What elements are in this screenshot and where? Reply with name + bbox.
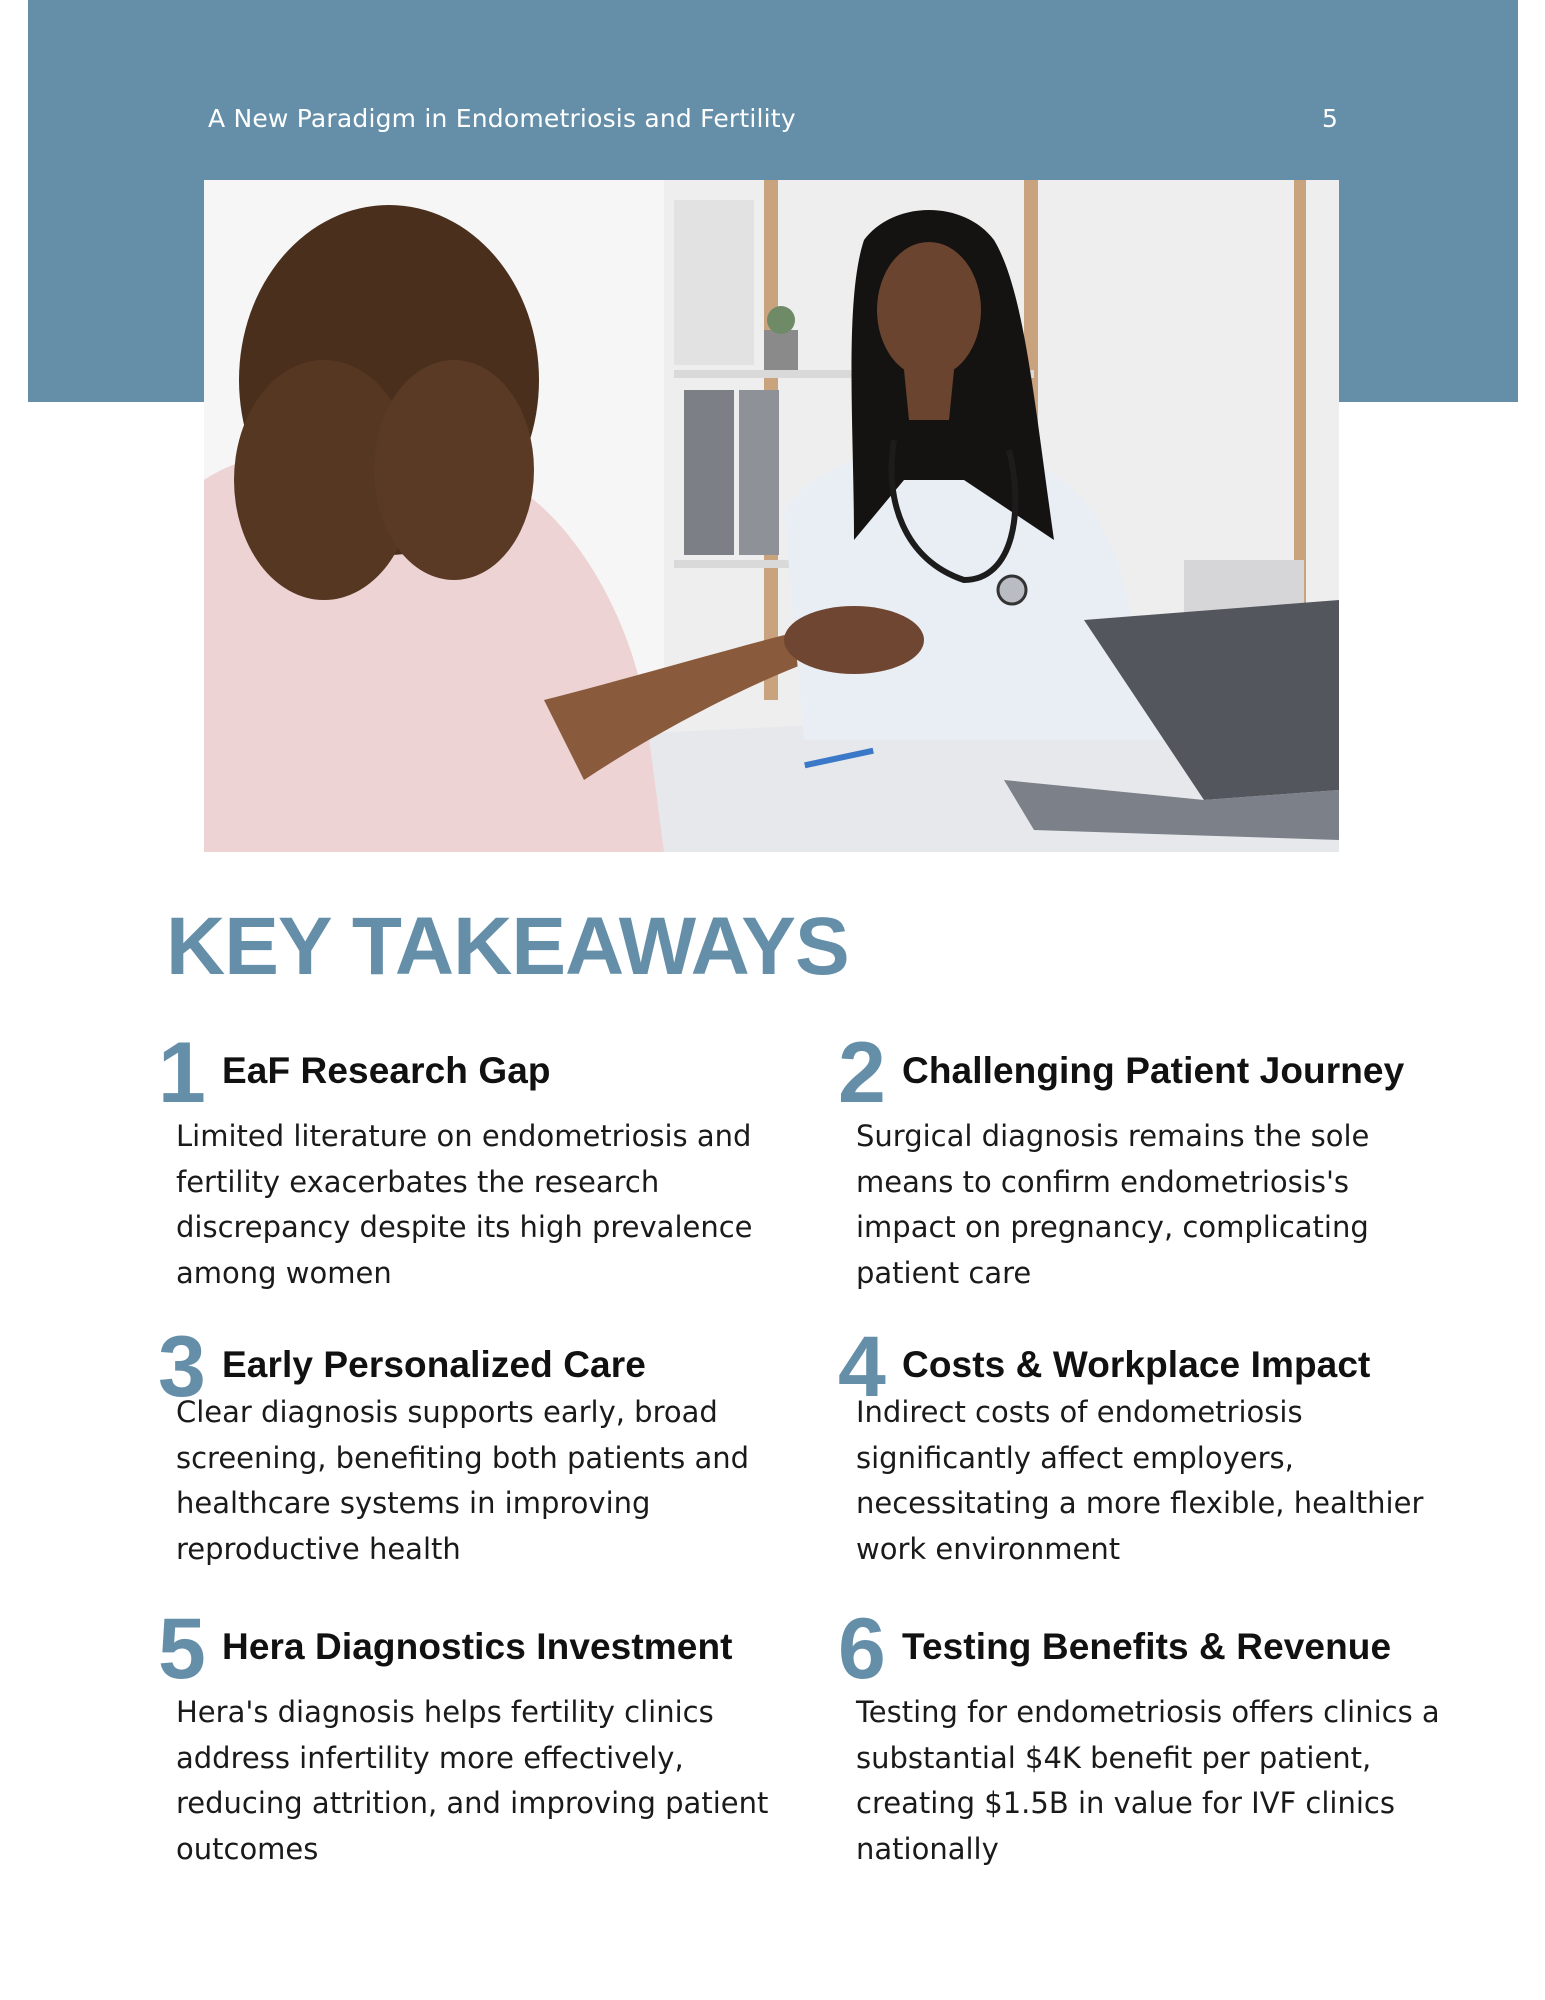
takeaway-number: 5 [158, 1601, 206, 1697]
takeaway-number: 6 [838, 1601, 886, 1697]
section-title: KEY TAKEAWAYS [166, 901, 849, 992]
takeaway-number: 4 [838, 1319, 886, 1415]
takeaway-number: 3 [158, 1319, 206, 1415]
doctor-patient-consultation-photo [204, 180, 1339, 852]
page-number: 5 [1322, 104, 1338, 133]
takeaway-body: Testing for endometriosis offers clinics a substantial $4K benefit per patient, creating $1.5B in value for IVF clinics nationally [856, 1695, 1440, 1866]
takeaway-heading: EaF Research Gap [222, 1050, 551, 1091]
takeaway-body: Hera's diagnosis helps fertility clinics address infertility more effectively, reducing attrition, and improving patient outcomes [176, 1695, 769, 1866]
takeaway-number: 2 [838, 1025, 886, 1121]
takeaway-heading: Early Personalized Care [222, 1344, 646, 1385]
takeaway-heading: Challenging Patient Journey [902, 1050, 1405, 1091]
takeaway-body: Surgical diagnosis remains the sole means to confirm endometriosis's impact on pregnancy, complicating patient care [856, 1119, 1370, 1290]
takeaway-heading: Costs & Workplace Impact [902, 1344, 1371, 1385]
takeaway-number: 1 [158, 1025, 206, 1121]
takeaway-heading: Hera Diagnostics Investment [222, 1626, 733, 1667]
takeaway-body: Clear diagnosis supports early, broad screening, benefiting both patients and healthcare systems in improving reproductive health [176, 1395, 750, 1566]
hero-photo [204, 180, 1339, 852]
running-title: A New Paradigm in Endometriosis and Fertility [208, 104, 796, 133]
takeaway-body: Indirect costs of endometriosis significantly affect employers, necessitating a more flexible, healthier work environment [856, 1395, 1424, 1566]
takeaway-heading: Testing Benefits & Revenue [902, 1626, 1392, 1667]
takeaway-body: Limited literature on endometriosis and fertility exacerbates the research discrepancy despite its high prevalence among women [176, 1119, 753, 1290]
